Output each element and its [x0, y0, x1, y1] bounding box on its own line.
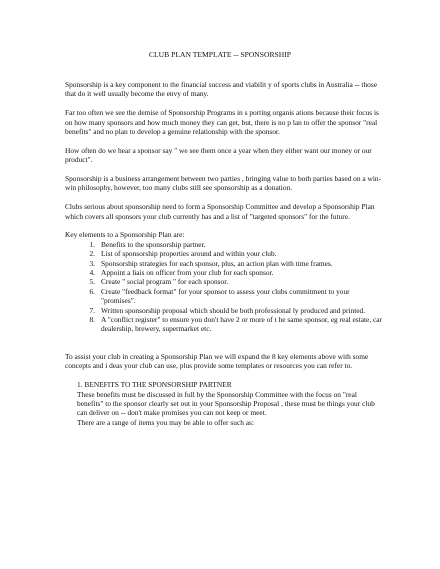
- paragraph-closing: To assist your club in creating a Sponsorship Plan we will expand the 8 key elements above with some concepts and i deas your club can use, plus provide some templates or resources you can refer to.: [65, 351, 369, 371]
- list-item-text: Create " social program " for each sponsor.: [101, 277, 229, 287]
- list-item: [65, 277, 385, 286]
- paragraph-committee: Clubs serious about sponsorship need to form a Sponsorship Committee and develop a Sponsorship Plan which covers all sponsors your club currently has and a list of "targeted sponsors" for the future.: [65, 202, 375, 221]
- list-item-number: 7.: [89, 305, 95, 315]
- section-benefits: [65, 380, 385, 427]
- section-heading: 1. BENEFITS TO THE SPONSORSHIP PARTNER: [77, 380, 232, 390]
- list-item: [65, 259, 385, 268]
- section-paragraph-items: There are a range of items you may be able to offer such as:: [77, 417, 254, 427]
- list-item-number: 6.: [89, 286, 95, 296]
- key-elements-list: [65, 240, 385, 334]
- key-elements-intro: Key elements to a Sponsorship Plan are:: [65, 230, 185, 240]
- paragraph-sponsor-quote: How often do we hear a sponsor say " we see them once a year when they either want our money or our product".: [65, 145, 372, 165]
- list-item-number: 1.: [89, 239, 95, 249]
- list-item: [65, 240, 385, 249]
- paragraph-intro: Sponsorship is a key component to the financial success and viabilit y of sports clubs in Australia -- those that do it well usually become the envy of many.: [65, 80, 377, 99]
- paragraph-demise: Far too often we see the demise of Sponsorship Programs in s porting organis ations because their focus is on how many sponsors and how much money they can get, but, there is no p lan to offer the sponsor "real benefits" and no plan to develop a genuine relationship with the sponsor.: [65, 108, 379, 137]
- list-item-number: 2.: [89, 249, 95, 259]
- list-item-text: A "conflict register" to ensure you don't have 2 or more of t he same sponsor, eg real estate, car dealership, brewery, supermarket etc.: [101, 315, 383, 334]
- list-item-text: Sponsorship strategies for each sponsor, plus, an action plan with time frames.: [101, 258, 333, 268]
- list-item: [65, 268, 385, 277]
- list-item: [65, 315, 385, 334]
- list-item-number: 3.: [89, 258, 95, 268]
- list-item: [65, 249, 385, 258]
- list-item-number: 8.: [89, 315, 95, 325]
- paragraph-business-arrangement: Sponsorship is a business arrangement between two parties , bringing value to both parties based on a win-win philosophy, however, too many clubs still see sponsorship as a donation.: [65, 174, 382, 193]
- list-item-number: 4.: [89, 268, 95, 278]
- list-item: [65, 306, 385, 315]
- list-item-text: Create "feedback format" for your sponsor to assess your clubs commitment to your "promises".: [101, 286, 350, 306]
- document-title: CLUB PLAN TEMPLATE -- SPONSORSHIP: [148, 50, 292, 59]
- list-item: [65, 287, 385, 306]
- list-item-text: Appoint a liais on officer from your club for each sponsor.: [101, 268, 274, 278]
- section-paragraph-benefits: These benefits must be discussed in full by the Sponsorship Committee with the focus on "real benefits" to the sponsor clearly set out in your Sponsorship Proposal , these must be things your club can deliver on -- don't make promises you can not keep or meet.: [77, 389, 375, 418]
- list-item-text: Benefits to the sponsorship partner.: [101, 239, 206, 249]
- document-body: [65, 80, 385, 427]
- list-item-number: 5.: [89, 277, 95, 287]
- list-item-text: Written sponsorship proposal which should be both professional ly produced and printed.: [101, 305, 366, 315]
- list-item-text: List of sponsorship properties around and within your club.: [101, 249, 277, 259]
